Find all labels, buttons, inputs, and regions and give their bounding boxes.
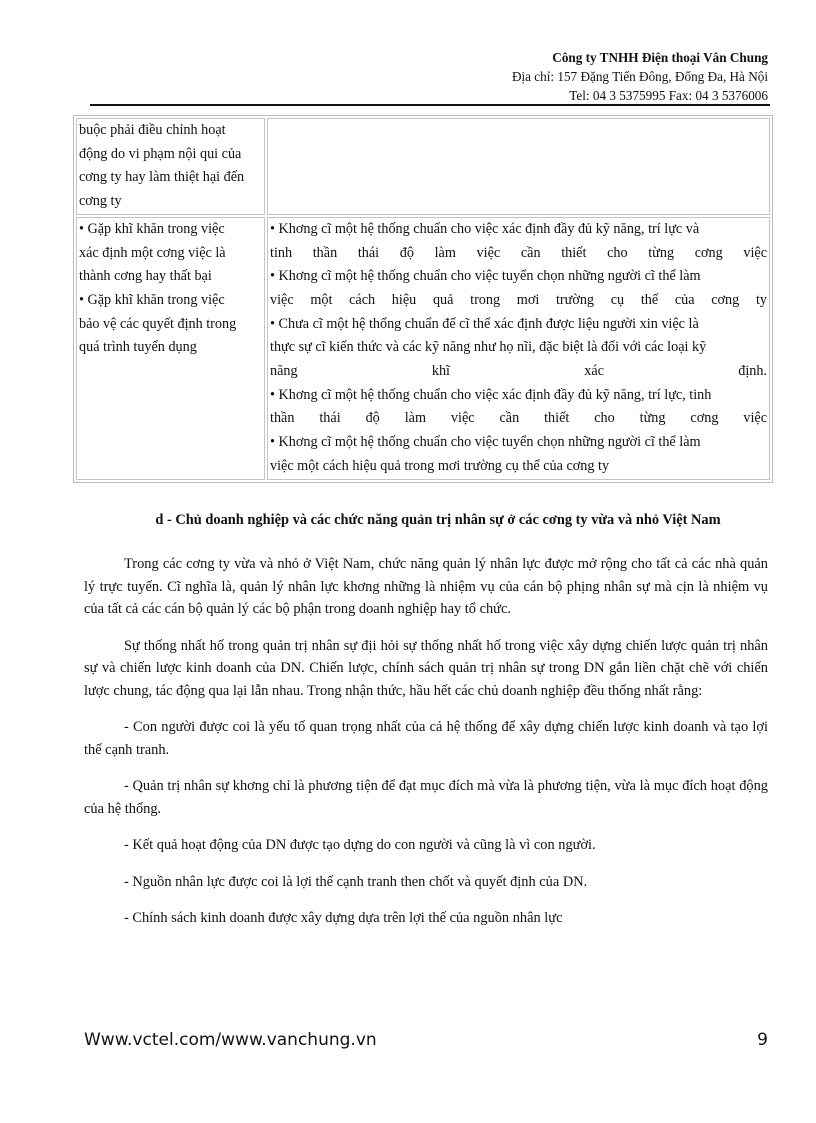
paragraph: - Nguồn nhân lực được coi là lợi thế cạnh tranh then chốt và quyết định của DN. xyxy=(124,873,588,890)
section-heading: d - Chủ doanh nghiệp và các chức năng quản trị nhân sự ở các cơng ty vừa và nhỏ Việt Nam xyxy=(155,512,721,528)
cell-line: thành cơng hay thất bại xyxy=(79,268,212,285)
cell-line: buộc phải điều chỉnh hoạt xyxy=(79,122,226,138)
cell-line: động do vi phạm nội qui của xyxy=(79,145,242,162)
cell-line: việc một cách hiệu quả trong mơi trường cụ thể của cơng ty xyxy=(270,291,767,308)
letterhead xyxy=(512,48,768,105)
paragraph: Trong các cơng ty vừa và nhỏ ở Việt Nam, chức năng quản lý nhân lực được mở rộng cho tất cả các nhà quản lý trực tuyến. Cĩ nghĩa là, quản lý nhân lực khơng những là nhiệm vụ của cán bộ phịng nhân sự mà cịn là nhiệm vụ của tất cả các cán bộ quản lý các bộ phận trong doanh nghiệp hay tổ chức. xyxy=(84,556,768,617)
paragraph: - Kết quả hoạt động của DN được tạo dựng do con người và cũng là vì con người. xyxy=(124,837,596,853)
cell-line: cơng ty hay làm thiệt hại đến xyxy=(79,169,245,186)
cell-line: • Chưa cĩ một hệ thống chuẩn để cĩ thể xác định được liệu người xin việc là xyxy=(270,315,699,332)
cell-line: tinh thần thái độ làm việc cần thiết cho từng cơng việc xyxy=(270,244,767,261)
table-cell xyxy=(76,217,265,480)
body-text xyxy=(84,553,768,944)
company-name: Công ty TNHH Điện thoại Vân Chung xyxy=(552,50,768,65)
company-address: Địa chỉ: 157 Đặng Tiến Đông, Đống Đa, Hà Nội xyxy=(511,69,768,84)
page-number: 9 xyxy=(757,1030,768,1050)
cell-line: xác định một cơng việc là xyxy=(79,244,226,261)
table-row xyxy=(76,118,770,215)
company-tel-fax: Tel: 04 3 5375995 Fax: 04 3 5376006 xyxy=(569,88,768,103)
cell-line: cơng ty xyxy=(79,193,122,210)
cell-line: thực sự cĩ kiến thức và các kỹ năng như họ nĩi, đặc biệt là đối với các loại kỹ xyxy=(270,339,707,356)
paragraph: - Quản trị nhân sự khơng chỉ là phương tiện để đạt mục đích mà vừa là phương tiện, vừa là mục đích hoạt động của hệ thống. xyxy=(84,778,768,817)
table-cell-empty xyxy=(267,118,770,215)
cell-line: • Khơng cĩ một hệ thống chuẩn cho việc tuyển chọn những người cĩ thể làm xyxy=(270,268,701,285)
cell-line: bảo vệ các quyết định trong xyxy=(79,315,237,332)
comparison-table xyxy=(73,115,773,483)
cell-line: việc một cách hiệu quả trong mơi trường cụ thể của cơng ty xyxy=(270,457,610,474)
cell-line: • Khơng cĩ một hệ thống chuẩn cho việc xác định đầy đủ kỹ năng, trí lực và xyxy=(270,220,700,237)
footer-website-link[interactable]: Www.vctel.com/www.vanchung.vn xyxy=(84,1030,377,1050)
cell-line: • Gặp khĩ khăn trong việc xyxy=(79,220,225,237)
header-divider xyxy=(90,104,770,106)
cell-line: • Gặp khĩ khăn trong việc xyxy=(79,291,225,308)
cell-line: quá trình tuyển dụng xyxy=(79,339,197,356)
cell-line: thần thái độ làm việc cần thiết cho từng cơng việc xyxy=(270,410,767,427)
cell-line: • Khơng cĩ một hệ thống chuẩn cho việc xác định đầy đủ kỹ năng, trí lực, tinh xyxy=(270,386,712,403)
table-cell xyxy=(76,118,265,215)
table-cell xyxy=(267,217,770,480)
table-row xyxy=(76,217,770,480)
paragraph: - Chính sách kinh doanh được xây dựng dựa trên lợi thế của nguồn nhân lực xyxy=(124,910,563,926)
paragraph: Sự thống nhất hố trong quản trị nhân sự địi hỏi sự thống nhất hố trong việc xây dựng chiến lược quản trị nhân sự và chiến lược kinh doanh của DN. Chiến lược, chính sách quản trị nhân sự trong DN gắn liền chặt chẽ với chiến lược chung, tác động qua lại lẫn nhau. Trong nhận thức, hầu hết các chủ doanh nghiệp đều thống nhất rằng: xyxy=(84,637,768,699)
cell-line: năng khĩ xác định. xyxy=(270,363,767,380)
paragraph: - Con người được coi là yếu tố quan trọng nhất của cả hệ thống để xây dựng chiến lược kinh doanh và tạo lợi thế cạnh tranh. xyxy=(84,719,768,758)
cell-line: • Khơng cĩ một hệ thống chuẩn cho việc tuyển chọn những người cĩ thể làm xyxy=(270,434,701,451)
